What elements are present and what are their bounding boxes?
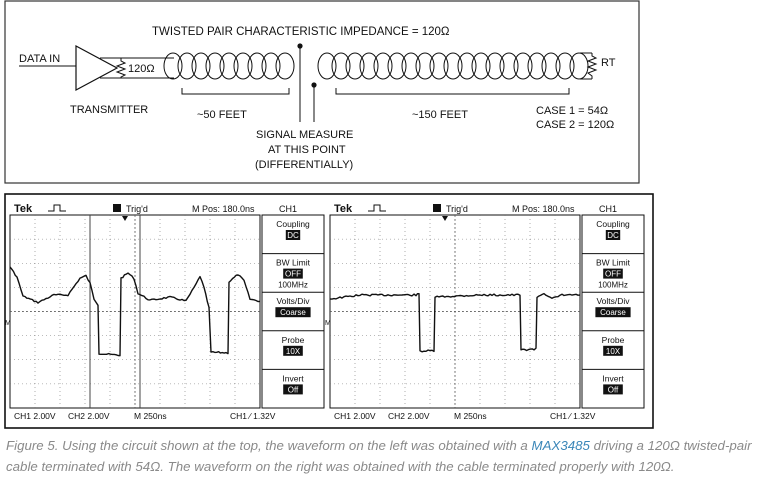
ground-marker: M <box>325 320 331 327</box>
coupling-value: DC <box>287 231 299 240</box>
max3485-link[interactable]: MAX3485 <box>531 438 590 453</box>
oscilloscope-right <box>325 203 644 421</box>
bw-limit-label: BW Limit <box>596 257 630 268</box>
bw-limit-freq: 100MHz <box>278 280 308 290</box>
source-resistor-label: 120Ω <box>128 63 155 75</box>
trigger-status: Trig'd <box>126 204 148 214</box>
length-150ft-label: ~150 FEET <box>412 109 468 121</box>
trigger-status: Trig'd <box>446 204 468 214</box>
probe-value: 10X <box>605 346 621 356</box>
diagram-title: TWISTED PAIR CHARACTERISTIC IMPEDANCE = 120Ω <box>152 26 450 38</box>
ground-marker: M <box>5 320 11 327</box>
measure-label-2: AT THIS POINT <box>268 144 346 156</box>
invert-label: Invert <box>282 373 304 384</box>
status-timebase: M 250ns <box>134 411 167 421</box>
volts-div-value: Coarse <box>600 308 626 318</box>
figure-caption <box>6 435 766 477</box>
scope-brand: Tek <box>14 203 33 215</box>
measure-node-1 <box>297 43 302 48</box>
case-2-label: CASE 2 = 120Ω <box>536 119 615 131</box>
channel-label: CH1 <box>278 204 298 214</box>
coupling-value: DC <box>607 231 619 240</box>
coupling-label: Coupling <box>276 219 310 229</box>
status-timebase: M 250ns <box>454 411 487 421</box>
trigger-icon <box>433 204 441 212</box>
coupling-label: Coupling <box>596 219 630 229</box>
probe-value: 10X <box>285 346 301 356</box>
circuit-diagram <box>4 0 640 184</box>
status-ch2: CH2 2.00V <box>388 411 430 421</box>
bw-limit-freq: 100MHz <box>598 280 628 290</box>
status-ch1: CH1 2.00V <box>334 411 376 421</box>
bw-limit-label: BW Limit <box>276 257 310 268</box>
volts-div-label: Volts/Div <box>596 296 630 307</box>
measure-node-2 <box>311 82 316 87</box>
trigger-icon <box>113 204 121 212</box>
mpos-readout: M Pos: 180.0ns <box>192 204 255 214</box>
length-50ft-label: ~50 FEET <box>197 109 247 121</box>
bw-limit-value: OFF <box>605 269 621 279</box>
transmitter-label: TRANSMITTER <box>70 104 149 116</box>
status-ch1: CH1 2.00V <box>14 411 56 421</box>
measure-label-3: (DIFFERENTIALLY) <box>255 159 354 171</box>
caption-text-1: Figure 5. Using the circuit shown at the top, the waveform on the left was obtained with a <box>6 438 532 453</box>
probe-label: Probe <box>281 334 305 345</box>
volts-div-label: Volts/Div <box>276 296 310 307</box>
invert-value: Off <box>287 385 299 395</box>
status-ch2: CH2 2.00V <box>68 411 110 421</box>
termination-label: RT <box>601 57 616 69</box>
channel-label: CH1 <box>598 204 618 214</box>
invert-label: Invert <box>602 373 624 384</box>
status-trigger: CH1 ∕ 1.32V <box>550 411 596 421</box>
invert-value: Off <box>607 385 619 395</box>
status-trigger: CH1 ∕ 1.32V <box>230 411 276 421</box>
oscilloscope-captures <box>4 193 654 429</box>
probe-label: Probe <box>601 334 625 345</box>
bw-limit-value: OFF <box>285 269 301 279</box>
measure-label-1: SIGNAL MEASURE <box>256 129 354 141</box>
scope-brand: Tek <box>334 203 353 215</box>
mpos-readout: M Pos: 180.0ns <box>512 204 575 214</box>
caption-text-2: driving a 120Ω twisted-pair cable terminated with 54Ω. The waveform on the right was obtained with the cable terminated properly with 120Ω. <box>6 438 752 474</box>
data-in-label: DATA IN <box>19 53 61 65</box>
volts-div-value: Coarse <box>280 308 306 318</box>
case-1-label: CASE 1 = 54Ω <box>536 105 609 117</box>
oscilloscope-left <box>5 203 324 421</box>
